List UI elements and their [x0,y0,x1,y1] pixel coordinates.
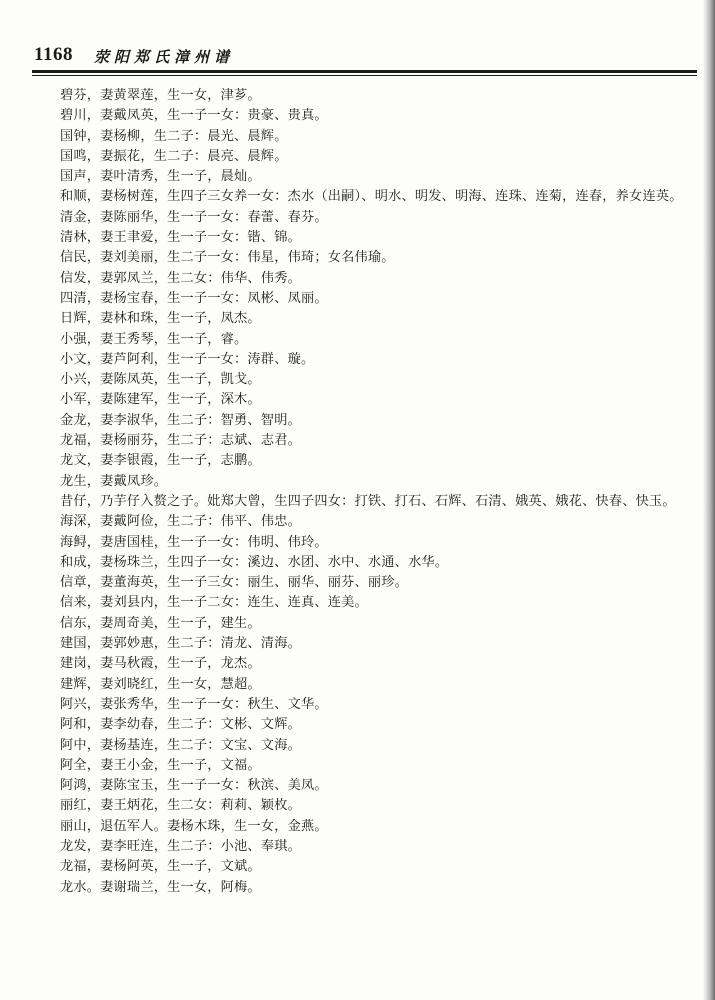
entry: 信来，妻刘县内，生一子二女：连生、连真、连美。 [60,595,368,611]
entry: 四清，妻杨宝春，生一子一女：凤彬、凤丽。 [60,290,328,306]
entry: 阿全，妻王小金，生一子，文福。 [60,757,261,773]
entry: 建岗，妻马秋霞，生一子，龙杰。 [60,656,261,672]
entry: 龙福，妻杨阿英，生一子，文斌。 [60,859,261,875]
entry: 龙福，妻杨丽芬，生二子：志斌、志君。 [60,433,301,449]
entry: 国鸣，妻振花，生二子：晨亮、晨辉。 [60,148,288,164]
running-title: 荥阳郑氏漳州谱 [94,48,235,66]
page-edge-shadow [703,0,715,1000]
entry: 清金，妻陈丽华，生一子一女：春蕾、春芬。 [60,209,328,225]
entry: 龙发，妻李旺连，生二子：小池、奉琪。 [60,838,301,854]
entry: 国声，妻叶清秀，生一子，晨灿。 [60,169,261,185]
entry: 龙水。妻谢瑞兰，生一女，阿梅。 [60,879,261,895]
entry: 昔仔，乃芋仔入赘之子。妣郑大曾，生四子四女：打铁、打石、石辉、石清、娥英、娥花、快春、快玉。 [60,493,676,509]
entry: 龙文，妻李银霞，生一子，志鹏。 [60,453,261,469]
entry: 和成，妻杨珠兰，生四子一女：溪边、水团、水中、水通、水华。 [60,554,449,570]
entry: 小军，妻陈建军，生一子，深木。 [60,392,261,408]
entry: 碧芬，妻黄翠莲，生一女，津芗。 [60,88,261,103]
entry: 建国，妻郭妙惠，生二子：清龙、清海。 [60,636,301,652]
entry: 信发，妻郭凤兰，生二女：伟华、伟秀。 [60,270,301,286]
entry: 建辉，妻刘晓红，生一女，慧超。 [60,676,261,692]
entry: 阿兴，妻张秀华，生一子一女：秋生、文华。 [60,696,328,712]
entry: 小文，妻芦阿利，生一子一女：涛群、璇。 [60,351,315,367]
entry: 阿和，妻李幼春，生二子：文彬、文辉。 [60,717,301,733]
entry: 丽山，退伍军人。妻杨木珠，生一女，金燕。 [60,818,328,834]
entry: 海深，妻戴阿俭，生二子：伟平、伟忠。 [60,514,301,530]
entry: 和顺，妻杨树莲，生四子三女养一女：杰水（出嗣）、明水、明发、明海、连珠、连菊，连春，养女连英。 [60,189,683,205]
header-rule-thin [32,75,697,76]
entry: 丽红，妻王炳花，生二女：莉莉、颖枚。 [60,798,301,814]
header-rule [32,70,697,73]
entry: 国钟，妻杨柳，生二子：晨光、晨辉。 [60,128,288,144]
entry: 龙生，妻戴凤珍。 [60,473,168,489]
entry: 小兴，妻陈凤英，生一子，凯戈。 [60,372,261,388]
entry: 小强，妻王秀琴，生一子，睿。 [60,331,248,347]
entry: 阿鸿，妻陈宝玉，生一子一女：秋滨、美凤。 [60,778,328,794]
entry: 海鲟，妻唐国桂，生一子一女：伟明、伟玲。 [60,534,328,550]
entry: 信东，妻周奇美，生一子，建生。 [60,615,261,631]
entry: 信章，妻董海英，生一子三女：丽生、丽华、丽芬、丽珍。 [60,575,409,591]
entry: 碧川，妻戴凤英，生一子一女：贵豪、贵真。 [60,108,328,124]
entry: 信民，妻刘美丽，生二子一女：伟星，伟琦；女名伟瑜。 [60,250,395,266]
entry: 阿中，妻杨基连，生二子：文宝、文海。 [60,737,301,753]
entry: 日辉，妻林和珠，生一子，凤杰。 [60,311,261,327]
page-number: 1168 [34,44,73,65]
genealogy-entries [32,86,687,898]
entry: 金龙，妻李淑华，生二子：智勇、智明。 [60,412,301,428]
entry: 清林，妻王聿爱，生一子一女：锴、锦。 [60,230,301,246]
